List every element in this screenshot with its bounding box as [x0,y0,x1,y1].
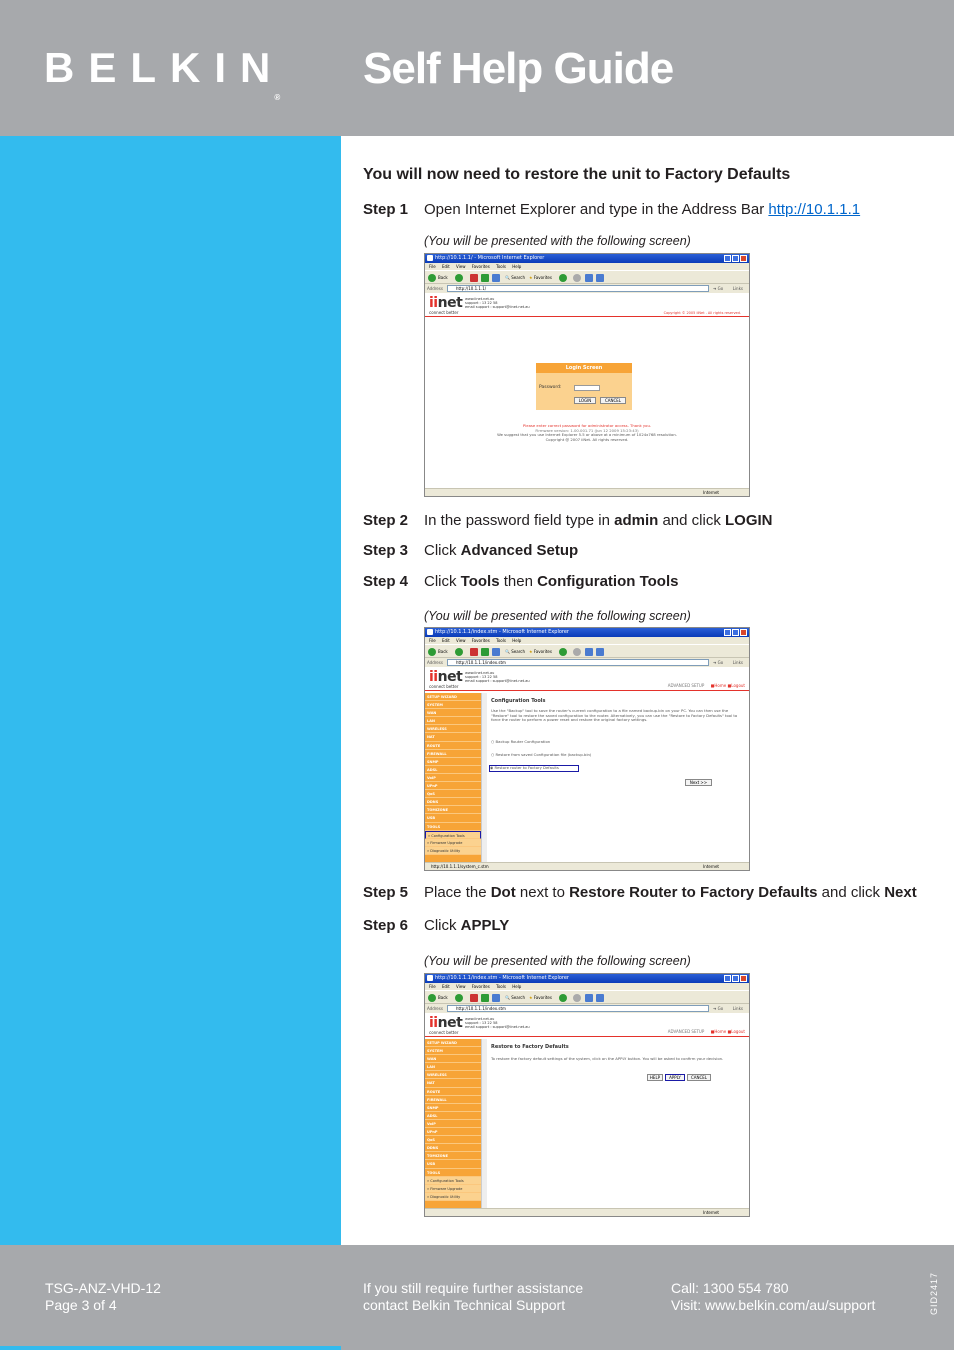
config-tools-screenshot: http://10.1.1.1/index.stm - Microsoft Internet Explorer File Edit View Favorites Tools Help Back 🔍 Search ★ Favorites Address http://10.1.1.1/index.stm ➜ Go Links iinet connect better www.iinet.net.au support : 13 22 58 email support : support@iinet.net.au ADVANCED SETUP ■Home ■Logout SETUP WIZARD SYSTEM WAN LAN WIRELESS NAT ROUTE FIREWALL SNMP ADSL VoIP UPnP QoS DDNS TOMIZONE USB TOOLS » Configuration Tools » Firmware Upgrade » Diagnostic Utility Configuration Tools Use the "Backup" tool to save the router's current configuration to a file named backup.bin on your PC. You can then use the "Restore" tool to restore the saved configuration to the router. Alternatively, you can use the "Restore to Factory Defaults" tool to force the router to perform a power reset and restore the original factory settings. ○ Backup Router Configuration ○ Restore from saved Configuration file (backup.bin) ◉ Restore router to Factory Defaults Next >> http://10.1.1.1/system_c.stm Internet [424,627,750,871]
screen-note: (You will be presented with the following screen) [424,234,691,248]
section-heading: You will now need to restore the unit to Factory Defaults [363,166,791,183]
contact-info: Call: 1300 554 780 Visit: www.belkin.com/au/support [671,1280,876,1313]
page-footer [0,1245,954,1350]
page-title: Self Help Guide [363,44,674,93]
screen-note: (You will be presented with the following screen) [424,609,691,623]
doc-info: TSG-ANZ-VHD-12 Page 3 of 4 [45,1280,161,1313]
restore-defaults-screenshot: http://10.1.1.1/index.stm - Microsoft Internet Explorer File Edit View Favorites Tools Help Back 🔍 Search ★ Favorites Address http://10.1.1.1/index.stm ➜ Go Links iinet connect better www.iinet.net.au support : 13 22 58 email support : support@iinet.net.au ADVANCED SETUP ■Home ■Logout SETUP WIZARD SYSTEM WAN LAN WIRELESS NAT ROUTE FIREWALL SNMP ADSL VoIP UPnP QoS DDNS TOMIZONE USB TOOLS » Configuration Tools » Firmware Upgrade » Diagnostic Utility Restore to Factory Defaults To restore the factory default settings of the system, click on the APPLY button. You will be asked to confirm your decision. HELP APPLY CANCEL Internet [424,973,750,1217]
assistance-info: If you still require further assistance contact Belkin Technical Support [363,1280,584,1313]
screen-note: (You will be presented with the following screen) [424,954,691,968]
blue-sidebar [0,136,341,1245]
login-screenshot: http://10.1.1.1/ - Microsoft Internet Explorer File Edit View Favorites Tools Help Back 🔍 Search ★ Favorites Address http://10.1.1.1/ ➜ Go Links iinet connect better www.iinet.net.au support : 13 22 58 email support : support@iinet.net.au Copyright © 2005 iiNet . All rights reserved. Login Screen Password: LOGIN CANCEL Please enter correct password for administrator access. Thank you. Firmware version: 1.00.001.71 (Jun 12 2009 15:23:43) We suggest that you use Internet Explorer 5.5 or above at a minimum of 1024x768 resolution. Copyright @ 2007 iiNet. All rights reserved. Internet [424,253,750,497]
footer-accent [0,1346,341,1350]
belkin-logo: BELKIN® [44,44,285,102]
page-header [0,0,954,136]
router-address-link[interactable]: http://10.1.1.1 [768,201,861,218]
gid-code: GID2417 [929,1271,939,1315]
